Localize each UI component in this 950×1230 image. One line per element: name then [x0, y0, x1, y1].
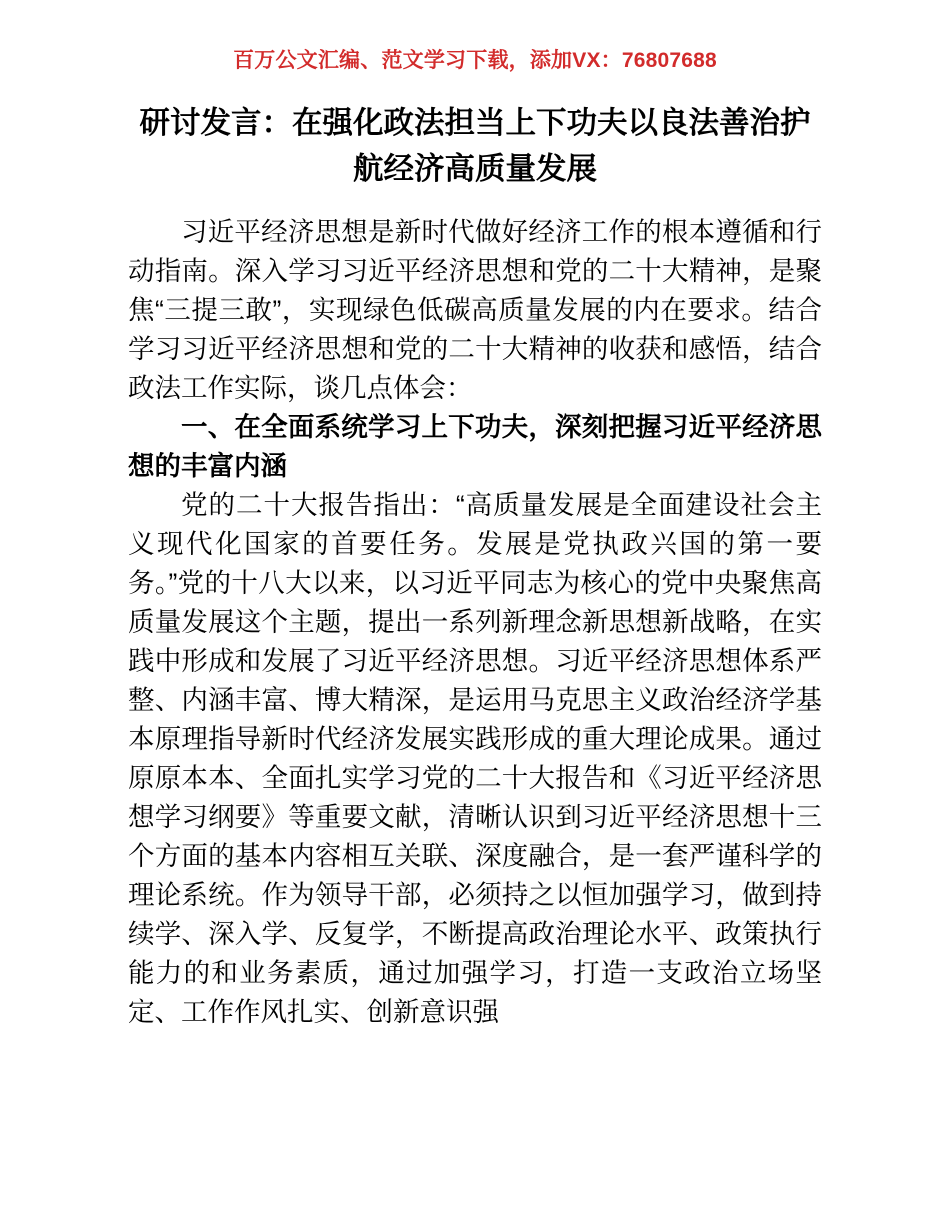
document-title: 研讨发言：在强化政法担当上下功夫以良法善治护航经济高质量发展: [139, 106, 811, 187]
paragraph-intro: 习近平经济思想是新时代做好经济工作的根本遵循和行动指南。深入学习习近平经济思想和党的二十大精神，是聚焦“三提三敢”，实现绿色低碳高质量发展的内在要求。结合学习习近平经济思想和党的二十大精神的收获和感悟，结合政法工作实际，谈几点体会：: [128, 216, 822, 403]
promo-banner-text: 百万公文汇编、范文学习下载，添加VX：76807688: [233, 49, 717, 72]
section-heading-one: 一、在全面系统学习上下功夫，深刻把握习近平经济思想的丰富内涵: [128, 411, 822, 481]
paragraph-section-one-body: 党的二十大报告指出：“高质量发展是全面建设社会主义现代化国家的首要任务。发展是党执政兴国的第一要务。”党的十八大以来，以习近平同志为核心的党中央聚焦高质量发展这个主题，提出一系列新理念新思想新战略，在实践中形成和发展了习近平经济思想。习近平经济思想体系严整、内涵丰富、博大精深，是运用马克思主义政治经济学基本原理指导新时代经济发展实践形成的重大理论成果。通过原原本本、全面扎实学习党的二十大报告和《习近平经济思想学习纲要》等重要文献，清晰认识到习近平经济思想十三个方面的基本内容相互关联、深度融合，是一套严谨科学的理论系统。作为领导干部，必须持之以恒加强学习，做到持续学、深入学、反复学，不断提高政治理论水平、政策执行能力的和业务素质，通过加强学习，打造一支政治立场坚定、工作作风扎实、创新意识强: [128, 489, 822, 1027]
document-body: [128, 213, 822, 1032]
